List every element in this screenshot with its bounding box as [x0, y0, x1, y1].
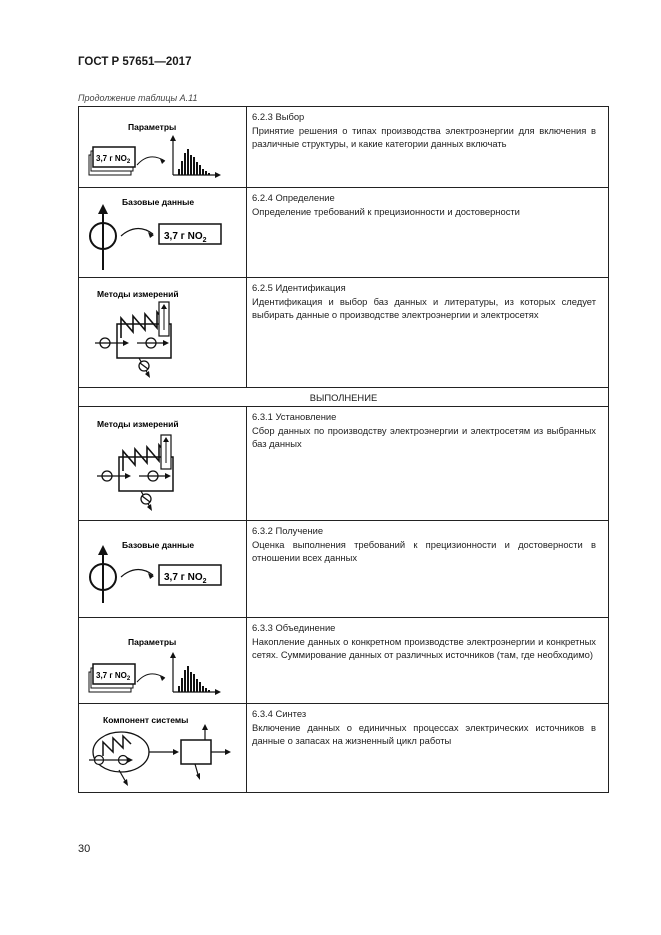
methods-figure — [79, 407, 246, 520]
sawtooth-line — [103, 736, 131, 756]
table-row — [79, 704, 609, 793]
item-description: Принятие решения о типах производства электроэнергии для включения в различные структуры, и какие категории данных включать — [252, 125, 596, 149]
table-row — [79, 107, 609, 188]
figure-cell — [79, 107, 247, 188]
description-cell — [247, 407, 609, 521]
item-description: Оценка выполнения требований к прецизионности и достоверности в отношении всех данных — [252, 539, 596, 563]
value-text: 3,7 г $NO_2$ — [96, 671, 131, 682]
parameters-figure — [79, 618, 246, 703]
figure-cell — [79, 704, 247, 793]
axis-arrow-head — [170, 135, 176, 141]
figure-label: Параметры — [128, 637, 177, 647]
item-number: 6.3.3 Объединение — [252, 622, 336, 633]
item-description: Накопление данных о конкретном производстве электроэнергии и конкретных сетях. Суммирование данных от различных источников (там, где необходимо) — [252, 636, 596, 660]
figure-label: Компонент системы — [103, 715, 189, 725]
item-number: 6.3.1 Установление — [252, 411, 337, 422]
arrow-head — [98, 204, 108, 214]
table-row — [79, 188, 609, 278]
figure-label: Параметры — [128, 122, 177, 132]
figure-cell — [79, 188, 247, 278]
section-title: ВЫПОЛНЕНИЕ — [79, 388, 609, 407]
component-ellipse — [93, 732, 149, 772]
item-description: Включение данных о единичных процессах электрических источников в данные о запасах на жизненный цикл работы — [252, 722, 596, 746]
item-number: 6.2.5 Идентификация — [252, 282, 346, 293]
item-description: Определение требований к прецизионности и достоверности — [252, 206, 520, 218]
base-data-figure — [79, 521, 246, 617]
figure-cell — [79, 407, 247, 521]
value-text: 3,7 г $NO_2$ — [164, 231, 207, 244]
arrow-head — [98, 545, 108, 555]
value-text: 3,7 г $NO_2$ — [96, 154, 131, 165]
item-number: 6.2.4 Определение — [252, 192, 335, 203]
item-description: Сбор данных по производству электроэнергии и электросетям из выбранных баз данных — [252, 425, 596, 449]
description-cell — [247, 278, 609, 388]
axis-arrow-head — [215, 172, 221, 178]
table-row — [79, 618, 609, 704]
arrow-head — [173, 749, 179, 755]
methods-figure — [79, 278, 246, 387]
table-caption: Продолжение таблицы А.11 — [78, 93, 198, 103]
section-row — [79, 388, 609, 407]
histogram — [178, 149, 210, 175]
item-number: 6.2.3 Выбор — [252, 111, 305, 122]
parameters-figure — [79, 107, 246, 187]
figure-label: Методы измерений — [97, 419, 179, 429]
description-cell — [247, 188, 609, 278]
figure-cell — [79, 521, 247, 618]
sawtooth-line — [121, 312, 165, 338]
table-row — [79, 407, 609, 521]
value-text: 3,7 г $NO_2$ — [164, 572, 207, 585]
arrow-head — [196, 773, 200, 780]
system-box — [181, 740, 211, 764]
description-cell — [247, 521, 609, 618]
figure-label: Базовые данные — [122, 197, 195, 207]
figure-label: Базовые данные — [122, 540, 195, 550]
description-cell — [247, 618, 609, 704]
page-number: 30 — [78, 843, 91, 855]
figure-label: Методы измерений — [97, 289, 179, 299]
table-row — [79, 278, 609, 388]
main-table — [78, 106, 609, 793]
item-description: Идентификация и выбор баз данных и литературы, из которых следует выбирать данные о производстве электроэнергии и электросетях — [252, 296, 596, 320]
arrow-head — [225, 749, 231, 755]
table-row — [79, 521, 609, 618]
figure-cell — [79, 618, 247, 704]
item-number: 6.3.4 Синтез — [252, 708, 307, 719]
description-cell — [247, 704, 609, 793]
arrow-head — [202, 724, 208, 730]
system-component-figure — [79, 704, 246, 792]
figure-cell — [79, 278, 247, 388]
sawtooth-line — [123, 445, 167, 471]
description-cell — [247, 107, 609, 188]
histogram — [178, 666, 210, 692]
axis-arrow-head — [170, 652, 176, 658]
base-data-figure — [79, 188, 246, 277]
axis-arrow-head — [215, 689, 221, 695]
document-header: ГОСТ Р 57651—2017 — [78, 56, 192, 68]
item-number: 6.3.2 Получение — [252, 525, 324, 536]
